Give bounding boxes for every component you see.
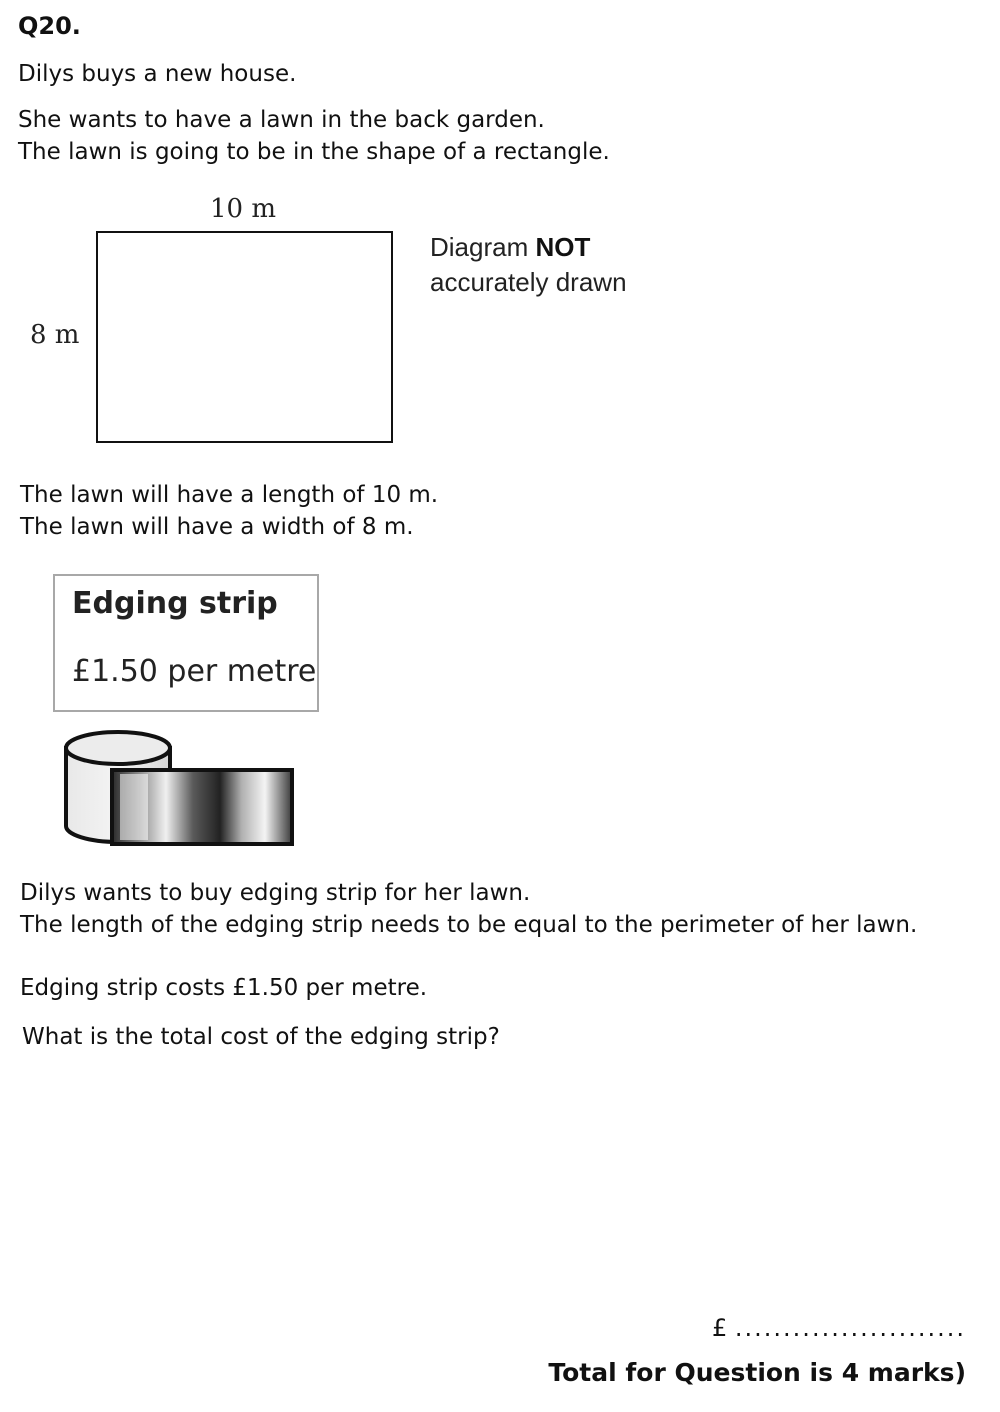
- cost-line: Edging strip costs £1.50 per metre.: [20, 975, 428, 1001]
- diagram-note: [430, 230, 627, 300]
- lawn-length-line: The lawn will have a length of 10 m.: [20, 482, 439, 508]
- answer-line[interactable]: [712, 1314, 966, 1342]
- answer-dots: ........................: [734, 1314, 966, 1342]
- lawn-width-line: The lawn will have a width of 8 m.: [20, 514, 414, 540]
- edging-strip-roll-icon: [60, 726, 300, 850]
- diagram-note-line-2: accurately drawn: [430, 267, 627, 297]
- lawn-length-label: 10 m: [210, 194, 277, 224]
- question-wants-line-2: The lawn is going to be in the shape of a rectangle.: [18, 139, 610, 165]
- diagram-note-prefix: Diagram: [430, 232, 536, 262]
- body-line-1: Dilys wants to buy edging strip for her lawn.: [20, 880, 531, 906]
- lawn-rectangle: [96, 231, 393, 443]
- question-line: What is the total cost of the edging strip?: [22, 1024, 500, 1050]
- total-marks: Total for Question is 4 marks): [548, 1358, 966, 1387]
- diagram-note-bold: NOT: [535, 232, 591, 262]
- edging-strip-price-box: [53, 574, 319, 712]
- body-line-2: The length of the edging strip needs to be equal to the perimeter of her lawn.: [20, 912, 918, 938]
- edging-strip-title: Edging strip: [72, 586, 278, 621]
- question-number: Q20.: [18, 12, 81, 40]
- lawn-width-label: 8 m: [30, 320, 80, 350]
- answer-currency: £: [711, 1314, 728, 1342]
- question-wants-line-1: She wants to have a lawn in the back garden.: [18, 107, 545, 133]
- question-intro: Dilys buys a new house.: [18, 61, 297, 87]
- edging-strip-price: £1.50 per metre: [72, 654, 317, 689]
